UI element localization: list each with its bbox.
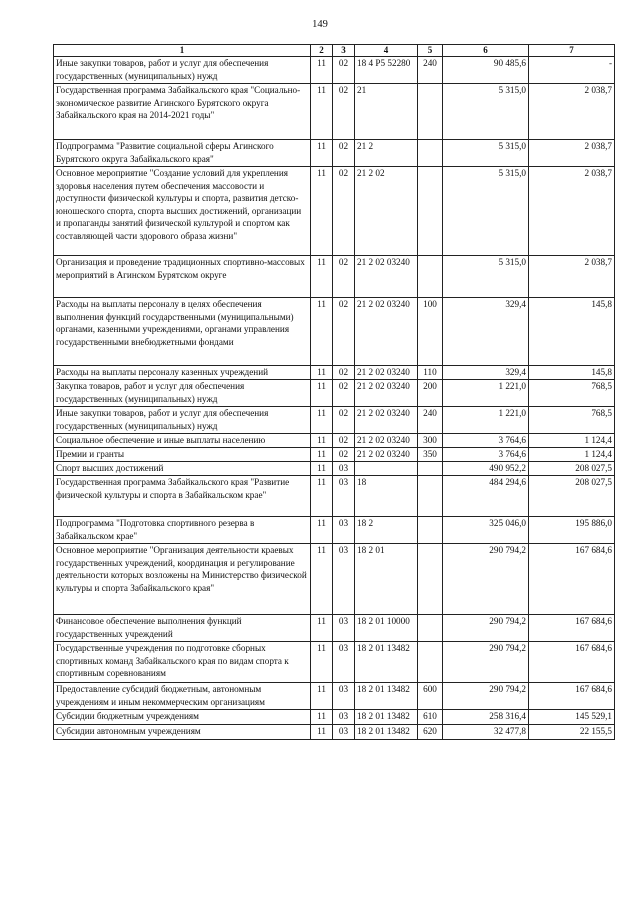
target-article-code: 21 2 02 03240 xyxy=(355,407,418,434)
item-name: Государственные учреждения по подготовке сборных спортивных команд Забайкальского края по видам спорта к спортивным соревнованиям xyxy=(54,642,311,683)
item-name: Расходы на выплаты персоналу казенных учреждений xyxy=(54,366,311,380)
expense-type-code: 610 xyxy=(418,710,443,725)
item-name: Иные закупки товаров, работ и услуг для обеспечения государственных (муниципальных) нужд xyxy=(54,57,311,84)
amount-col7: 145,8 xyxy=(529,298,615,366)
amount-col6: 5 315,0 xyxy=(443,140,529,167)
amount-col7: - xyxy=(529,57,615,84)
table-row xyxy=(54,683,615,710)
amount-col6: 290 794,2 xyxy=(443,642,529,683)
amount-col6: 3 764,6 xyxy=(443,434,529,448)
section-code: 11 xyxy=(311,683,333,710)
table-row xyxy=(54,642,615,683)
subsection-code: 03 xyxy=(333,683,355,710)
section-code: 11 xyxy=(311,517,333,544)
table-row xyxy=(54,298,615,366)
amount-col6: 290 794,2 xyxy=(443,683,529,710)
expense-type-code: 350 xyxy=(418,448,443,462)
subsection-code: 03 xyxy=(333,615,355,642)
amount-col7: 768,5 xyxy=(529,407,615,434)
item-name: Подпрограмма "Развитие социальной сферы Агинского Бурятского округа Забайкальского края" xyxy=(54,140,311,167)
subsection-code: 02 xyxy=(333,140,355,167)
header-cell: 7 xyxy=(529,45,615,57)
subsection-code: 03 xyxy=(333,462,355,476)
amount-col6: 32 477,8 xyxy=(443,725,529,740)
item-name: Предоставление субсидий бюджетным, автономным учреждениям и иным некоммерческим организациям xyxy=(54,683,311,710)
expense-type-code xyxy=(418,517,443,544)
expense-type-code: 240 xyxy=(418,57,443,84)
amount-col6: 290 794,2 xyxy=(443,544,529,615)
header-cell: 5 xyxy=(418,45,443,57)
item-name: Социальное обеспечение и иные выплаты населению xyxy=(54,434,311,448)
amount-col7: 167 684,6 xyxy=(529,683,615,710)
target-article-code: 21 2 xyxy=(355,140,418,167)
target-article-code: 21 xyxy=(355,84,418,140)
item-name: Премии и гранты xyxy=(54,448,311,462)
subsection-code: 02 xyxy=(333,57,355,84)
target-article-code: 21 2 02 xyxy=(355,167,418,256)
section-code: 11 xyxy=(311,57,333,84)
target-article-code xyxy=(355,462,418,476)
target-article-code: 18 4 P5 52280 xyxy=(355,57,418,84)
table-row xyxy=(54,448,615,462)
amount-col7: 167 684,6 xyxy=(529,544,615,615)
table-row xyxy=(54,434,615,448)
amount-col7: 2 038,7 xyxy=(529,167,615,256)
amount-col7: 167 684,6 xyxy=(529,642,615,683)
amount-col6: 1 221,0 xyxy=(443,407,529,434)
amount-col6: 325 046,0 xyxy=(443,517,529,544)
target-article-code: 18 2 01 13482 xyxy=(355,642,418,683)
section-code: 11 xyxy=(311,407,333,434)
target-article-code: 18 xyxy=(355,476,418,517)
target-article-code: 21 2 02 03240 xyxy=(355,298,418,366)
target-article-code: 18 2 01 13482 xyxy=(355,683,418,710)
target-article-code: 21 2 02 03240 xyxy=(355,256,418,298)
amount-col7: 1 124,4 xyxy=(529,434,615,448)
section-code: 11 xyxy=(311,434,333,448)
target-article-code: 21 2 02 03240 xyxy=(355,434,418,448)
table-row xyxy=(54,84,615,140)
page-number: 149 xyxy=(312,19,328,30)
expense-type-code: 240 xyxy=(418,407,443,434)
amount-col6: 90 485,6 xyxy=(443,57,529,84)
subsection-code: 03 xyxy=(333,710,355,725)
subsection-code: 02 xyxy=(333,434,355,448)
item-name: Организация и проведение традиционных спортивно-массовых мероприятий в Агинском Бурятском округе xyxy=(54,256,311,298)
expense-type-code xyxy=(418,84,443,140)
header-cell: 6 xyxy=(443,45,529,57)
target-article-code: 18 2 01 13482 xyxy=(355,710,418,725)
subsection-code: 02 xyxy=(333,298,355,366)
item-name: Иные закупки товаров, работ и услуг для обеспечения государственных (муниципальных) нужд xyxy=(54,407,311,434)
section-code: 11 xyxy=(311,366,333,380)
section-code: 11 xyxy=(311,84,333,140)
item-name: Основное мероприятие "Организация деятельности краевых государственных учреждений, координация и регулирование деятельности которых возложены на Министерство физической культуры и спорта Забайкальского края" xyxy=(54,544,311,615)
amount-col7: 768,5 xyxy=(529,380,615,407)
header-row xyxy=(54,45,615,57)
item-name: Государственная программа Забайкальского края "Социально-экономическое развитие Агинского Бурятского округа Забайкальского края на 2014-2021 годы" xyxy=(54,84,311,140)
item-name: Субсидии автономным учреждениям xyxy=(54,725,311,740)
amount-col7: 2 038,7 xyxy=(529,84,615,140)
item-name: Расходы на выплаты персоналу в целях обеспечения выполнения функций государственными (муниципальными) органами, казенными учреждениями, органами управления государственными внебюджетными фондами xyxy=(54,298,311,366)
section-code: 11 xyxy=(311,448,333,462)
amount-col7: 208 027,5 xyxy=(529,476,615,517)
item-name: Финансовое обеспечение выполнения функций государственных учреждений xyxy=(54,615,311,642)
expense-type-code: 200 xyxy=(418,380,443,407)
section-code: 11 xyxy=(311,725,333,740)
amount-col6: 258 316,4 xyxy=(443,710,529,725)
expense-type-code xyxy=(418,615,443,642)
section-code: 11 xyxy=(311,615,333,642)
expense-type-code xyxy=(418,140,443,167)
amount-col6: 290 794,2 xyxy=(443,615,529,642)
subsection-code: 02 xyxy=(333,448,355,462)
subsection-code: 02 xyxy=(333,167,355,256)
header-cell: 2 xyxy=(311,45,333,57)
section-code: 11 xyxy=(311,710,333,725)
amount-col6: 5 315,0 xyxy=(443,84,529,140)
item-name: Основное мероприятие "Создание условий для укрепления здоровья населения путем обеспечения массовости и доступности физической культуры и спорта, развития детско-юношеского спорта, спорта высших достижений, организации и пропаганды занятий физической культурой и спортом как составляющей части здорового образа жизни" xyxy=(54,167,311,256)
amount-col7: 2 038,7 xyxy=(529,256,615,298)
table-row xyxy=(54,57,615,84)
amount-col6: 3 764,6 xyxy=(443,448,529,462)
table-row xyxy=(54,615,615,642)
subsection-code: 02 xyxy=(333,84,355,140)
expense-type-code xyxy=(418,642,443,683)
subsection-code: 02 xyxy=(333,366,355,380)
subsection-code: 03 xyxy=(333,476,355,517)
amount-col7: 1 124,4 xyxy=(529,448,615,462)
expense-type-code: 110 xyxy=(418,366,443,380)
expense-type-code xyxy=(418,476,443,517)
section-code: 11 xyxy=(311,476,333,517)
target-article-code: 21 2 02 03240 xyxy=(355,448,418,462)
table-row xyxy=(54,256,615,298)
amount-col6: 329,4 xyxy=(443,298,529,366)
expense-type-code: 600 xyxy=(418,683,443,710)
amount-col6: 490 952,2 xyxy=(443,462,529,476)
amount-col6: 484 294,6 xyxy=(443,476,529,517)
subsection-code: 02 xyxy=(333,256,355,298)
table-row xyxy=(54,476,615,517)
subsection-code: 02 xyxy=(333,407,355,434)
table-row xyxy=(54,140,615,167)
expense-type-code: 100 xyxy=(418,298,443,366)
item-name: Государственная программа Забайкальского края "Развитие физической культуры и спорта в Забайкальском крае" xyxy=(54,476,311,517)
section-code: 11 xyxy=(311,642,333,683)
amount-col6: 329,4 xyxy=(443,366,529,380)
section-code: 11 xyxy=(311,140,333,167)
table-row xyxy=(54,462,615,476)
target-article-code: 18 2 01 13482 xyxy=(355,725,418,740)
subsection-code: 03 xyxy=(333,544,355,615)
section-code: 11 xyxy=(311,167,333,256)
table-row xyxy=(54,710,615,725)
expense-type-code: 620 xyxy=(418,725,443,740)
item-name: Спорт высших достижений xyxy=(54,462,311,476)
amount-col7: 2 038,7 xyxy=(529,140,615,167)
section-code: 11 xyxy=(311,298,333,366)
section-code: 11 xyxy=(311,380,333,407)
table-row xyxy=(54,517,615,544)
amount-col7: 145,8 xyxy=(529,366,615,380)
table-row xyxy=(54,407,615,434)
subsection-code: 03 xyxy=(333,642,355,683)
header-cell: 1 xyxy=(54,45,311,57)
expense-type-code xyxy=(418,167,443,256)
expense-type-code: 300 xyxy=(418,434,443,448)
amount-col7: 208 027,5 xyxy=(529,462,615,476)
subsection-code: 03 xyxy=(333,725,355,740)
amount-col6: 5 315,0 xyxy=(443,167,529,256)
table-row xyxy=(54,167,615,256)
expense-type-code xyxy=(418,462,443,476)
target-article-code: 21 2 02 03240 xyxy=(355,366,418,380)
subsection-code: 03 xyxy=(333,517,355,544)
section-code: 11 xyxy=(311,544,333,615)
table-row xyxy=(54,380,615,407)
table-row xyxy=(54,725,615,740)
budget-table xyxy=(53,44,615,740)
amount-col7: 22 155,5 xyxy=(529,725,615,740)
target-article-code: 18 2 01 xyxy=(355,544,418,615)
expense-type-code xyxy=(418,256,443,298)
amount-col6: 1 221,0 xyxy=(443,380,529,407)
target-article-code: 21 2 02 03240 xyxy=(355,380,418,407)
amount-col6: 5 315,0 xyxy=(443,256,529,298)
table-row xyxy=(54,366,615,380)
subsection-code: 02 xyxy=(333,380,355,407)
item-name: Подпрограмма "Подготовка спортивного резерва в Забайкальском крае" xyxy=(54,517,311,544)
section-code: 11 xyxy=(311,256,333,298)
header-cell: 3 xyxy=(333,45,355,57)
item-name: Закупка товаров, работ и услуг для обеспечения государственных (муниципальных) нужд xyxy=(54,380,311,407)
target-article-code: 18 2 01 10000 xyxy=(355,615,418,642)
table-row xyxy=(54,544,615,615)
target-article-code: 18 2 xyxy=(355,517,418,544)
section-code: 11 xyxy=(311,462,333,476)
amount-col7: 167 684,6 xyxy=(529,615,615,642)
expense-type-code xyxy=(418,544,443,615)
amount-col7: 145 529,1 xyxy=(529,710,615,725)
header-cell: 4 xyxy=(355,45,418,57)
amount-col7: 195 886,0 xyxy=(529,517,615,544)
item-name: Субсидии бюджетным учреждениям xyxy=(54,710,311,725)
